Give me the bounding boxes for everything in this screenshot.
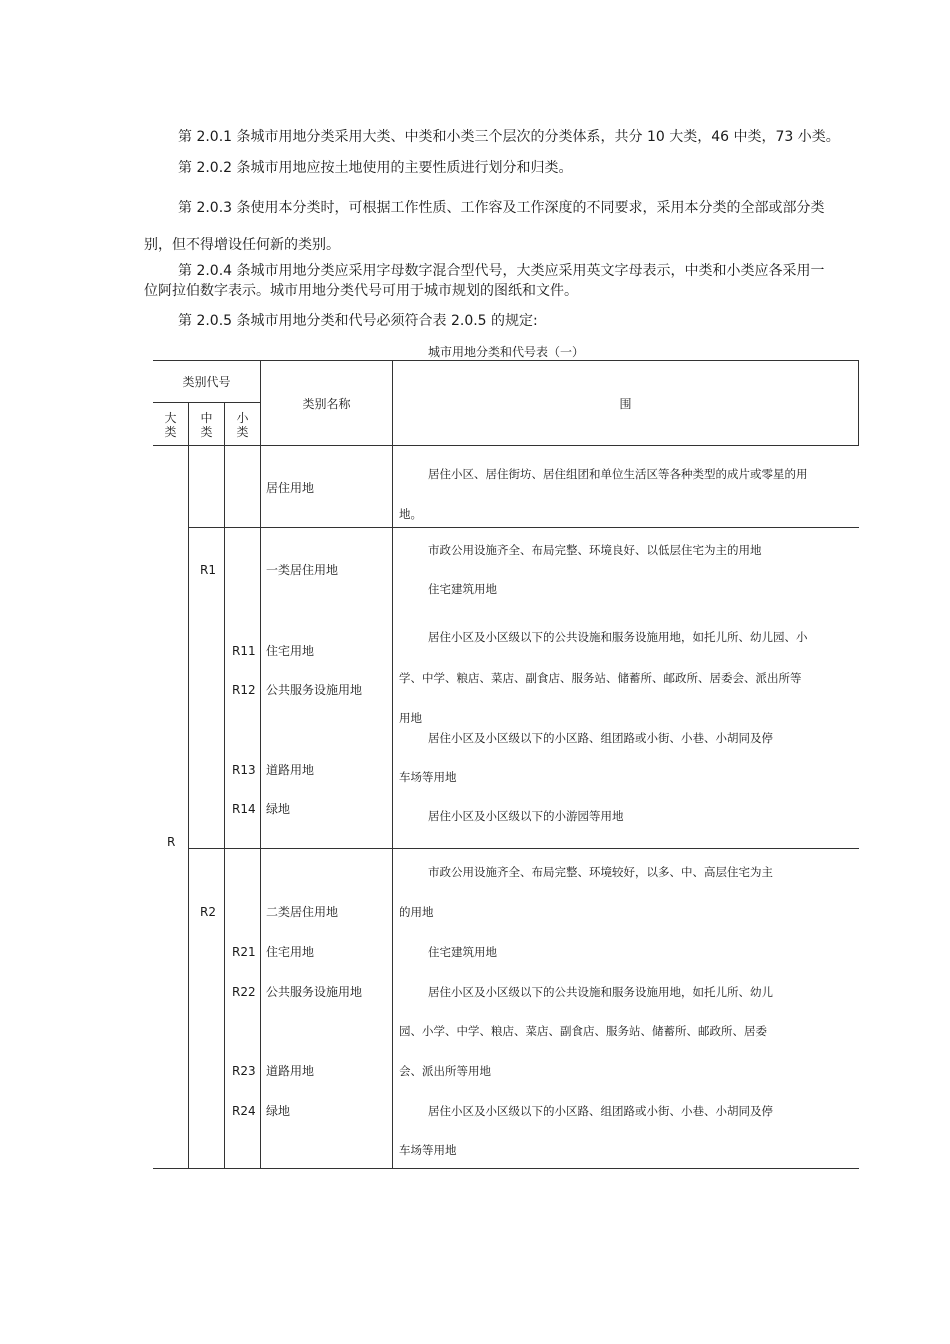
land-use-table [153,360,859,1169]
name-r24: 绿地 [266,1104,291,1118]
table-rule [224,402,225,1169]
code-r23: R23 [232,1064,256,1078]
paragraph-2-0-4: 第 2.0.4 条城市用地分类应采用字母数字混合型代号，大类应采用英文字母表示，中类和小类应各采用一 位阿拉伯数字表示。城市用地分类代号可用于城市规划的图纸和文件。 [144,263,825,299]
scope-residential: 居住小区、居住街坊、居住组团和单位生活区等各种类型的成片或零星的用 [428,467,808,481]
header-category-code: 类别代号 [182,375,231,389]
scope-r2: 的用地 [399,905,434,919]
name-r1: 一类居住用地 [266,563,339,577]
code-r12: R12 [232,683,256,697]
name-r11: 住宅用地 [266,644,315,658]
table-rule [188,848,859,849]
name-r2: 二类居住用地 [266,905,339,919]
table-rule [188,527,859,528]
scope-r22: 园、小学、中学、粮店、菜店、副食店、服务站、储蓄所、邮政所、居委 [399,1024,767,1038]
scope-r21: 住宅建筑用地 [428,945,497,959]
paragraph-2-0-1: 第 2.0.1 条城市用地分类采用大类、中类和小类三个层次的分类体系，共分 10 大类，46 中类，73 小类。 [178,129,840,145]
scope-r14: 居住小区及小区级以下的小游园等用地 [428,809,624,823]
table-rule [153,402,260,403]
table-rule [260,360,261,1169]
scope-r13: 车场等用地 [399,770,457,784]
table-caption: 城市用地分类和代号表（一） [427,345,584,359]
scope-r12: 学、中学、粮店、菜店、副食店、服务站、储蓄所、邮政所、居委会、派出所等 [399,671,802,685]
code-r14: R14 [232,802,256,816]
table-rule [858,360,859,446]
name-residential: 居住用地 [266,481,315,495]
scope-r24: 车场等用地 [399,1143,457,1157]
code-r21: R21 [232,945,256,959]
code-r11: R11 [232,644,256,658]
table-rule [153,445,859,446]
code-r22: R22 [232,985,256,999]
header-scope: 围 [619,397,632,411]
table-rule [153,1168,859,1169]
table-rule [188,402,189,1169]
code-r1: R1 [200,563,216,577]
header-minor: 小 类 [236,411,249,439]
scope-r13: 居住小区及小区级以下的小区路、组团路或小街、小巷、小胡同及停 [428,731,773,745]
scope-r11: 住宅建筑用地 [428,582,497,596]
paragraph-2-0-2: 第 2.0.2 条城市用地应按土地使用的主要性质进行划分和归类。 [178,160,573,176]
name-r21: 住宅用地 [266,945,315,959]
major-code-r: R [167,835,176,849]
header-category-name: 类别名称 [302,397,351,411]
name-r12: 公共服务设施用地 [266,683,363,697]
paragraph-2-0-3: 第 2.0.3 条使用本分类时，可根据工作性质、工作容及工作深度的不同要求，采用本分类的全部或部分类 别，但不得增设任何新的类别。 [144,200,825,253]
scope-residential: 地。 [399,507,422,521]
header-major: 大 类 [164,411,177,439]
header-medium: 中 类 [200,411,213,439]
scope-r2: 市政公用设施齐全、布局完整、环境较好，以多、中、高层住宅为主 [428,865,773,879]
code-r13: R13 [232,763,256,777]
scope-r12: 居住小区及小区级以下的公共设施和服务设施用地，如托儿所、幼儿园、小 [428,630,808,644]
scope-r24: 居住小区及小区级以下的小区路、组团路或小街、小巷、小胡同及停 [428,1104,773,1118]
table-rule [392,360,393,1169]
name-r14: 绿地 [266,802,291,816]
scope-r22: 居住小区及小区级以下的公共设施和服务设施用地，如托儿所、幼儿 [428,985,773,999]
name-r13: 道路用地 [266,763,315,777]
scope-r12: 用地 [399,711,422,725]
paragraph-2-0-5: 第 2.0.5 条城市用地分类和代号必须符合表 2.0.5 的规定: [178,313,538,329]
name-r23: 道路用地 [266,1064,315,1078]
code-r2: R2 [200,905,216,919]
scope-r22: 会、派出所等用地 [399,1064,491,1078]
code-r24: R24 [232,1104,256,1118]
scope-r1: 市政公用设施齐全、布局完整、环境良好、以低层住宅为主的用地 [428,543,762,557]
name-r22: 公共服务设施用地 [266,985,363,999]
table-rule [153,360,859,361]
